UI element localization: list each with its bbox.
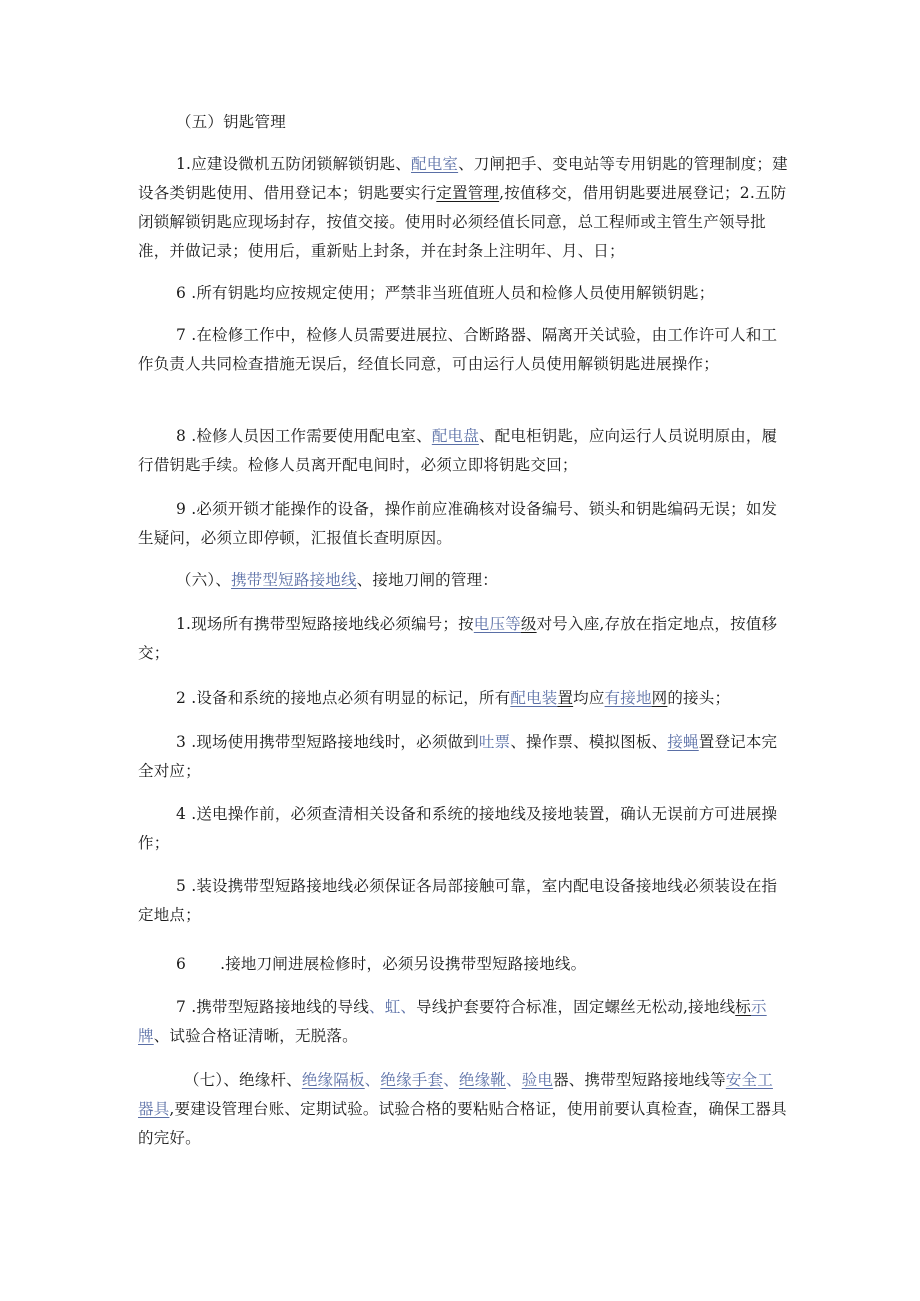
link-insulating-gloves[interactable]: 绝缘手套 [380, 1071, 444, 1089]
link-insulating-board[interactable]: 绝缘隔板 [301, 1071, 365, 1089]
link-voltage-tester[interactable]: 验电 [521, 1071, 554, 1089]
link-switchboard[interactable]: 配电盘 [431, 427, 479, 445]
section-seven: （七）、绝缘杆、绝缘隔板、绝缘手套、绝缘靴、验电器、携带型短路接地线等安全工器具,要建设管理台账、定期试验。试验合格的要粘贴合格证，使用前要认真检查，确保工器具的完好。 [138, 1071, 787, 1147]
link-safety-tools[interactable]: 安全工器具 [138, 1071, 773, 1118]
item-4: 4 .送电操作前，必须查清相关设备和系统的接地线及接地装置，确认无误前方可进展操作； [138, 805, 778, 852]
item-1: 1.现场所有携带型短路接地线必须编号；按电压等级对号入座,存放在指定地点，按值移交； [138, 615, 778, 662]
item-2: 2 .设备和系统的接地点必须有明显的标记，所有配电装置均应有接地网的接头； [176, 689, 731, 707]
link-substation-room[interactable]: 配电室 [411, 155, 459, 173]
item-6: 6 .接地刀闸进展检修时，必须另设携带型短路接地线。 [176, 955, 587, 973]
link-grounding-register[interactable]: 接蝇 [667, 733, 699, 751]
paragraph-8: 8 .检修人员因工作需要使用配电室、配电盘、配电柜钥匙，应向运行人员说明原由，履行借钥匙手续。检修人员离开配电间时，必须立即将钥匙交回； [138, 427, 778, 474]
paragraph-9: 9 .必须开锁才能操作的设备，操作前应准确核对设备编号、锁头和钥匙编码无误；如发生疑问，必须立即停顿，汇报值长查明原因。 [138, 500, 778, 547]
link-portable-grounding-wire[interactable]: 携带型短路接地线 [231, 571, 357, 589]
link-voltage-level[interactable]: 电压等 [473, 615, 521, 633]
paragraph-7: 7 .在检修工作中，检修人员需要进展拉、合断路器、隔离开关试验，由工作许可人和工作负责人共同检查措施无误后，经值长同意，可由运行人员使用解锁钥匙进展操作； [138, 326, 778, 373]
item-7: 7 .携带型短路接地线的导线、虹、导线护套要符合标准，固定螺丝无松动,接地线标示牌、试验合格证清晰，无脱落。 [138, 998, 767, 1045]
link-clamp[interactable]: 、虹、 [369, 998, 417, 1016]
link-insulating-boots[interactable]: 绝缘靴 [458, 1071, 506, 1089]
link-grounding-grid[interactable]: 有接地 [604, 689, 652, 707]
paragraph-6: 6 .所有钥匙均应按规定使用；严禁非当班值班人员和检修人员使用解锁钥匙； [176, 284, 715, 302]
item-5: 5 .装设携带型短路接地线必须保证各局部接触可靠，室内配电设备接地线必须装设在指定地点； [138, 877, 778, 924]
section-six-title: （六）、携带型短路接地线、接地刀闸的管理： [176, 571, 498, 589]
link-work-ticket[interactable]: 吐票 [478, 733, 511, 751]
paragraph-1: 1.应建设微机五防闭锁解锁钥匙、配电室、刀闸把手、变电站等专用钥匙的管理制度；建设各类钥匙使用、借用登记本；钥匙要实行定置管理,按值移交，借用钥匙要进展登记；2.五防闭锁解锁钥匙应现场封存，按值交接。使用时必须经值长同意，总工程师或主管生产领导批准，并做记录；使用后，重新贴上封条，并在封条上注明年、月、日； [138, 155, 788, 260]
item-3: 3 .现场使用携带型短路接地线时，必须做到吐票、操作票、模拟图板、接蝇置登记本完全对应； [138, 733, 778, 780]
link-distribution-device[interactable]: 配电装 [510, 689, 558, 707]
section-five-title: （五）钥匙管理 [176, 113, 286, 131]
link-sign-board[interactable]: 示牌 [138, 998, 767, 1045]
link-fixed-management[interactable]: 定置管理 [436, 184, 500, 202]
